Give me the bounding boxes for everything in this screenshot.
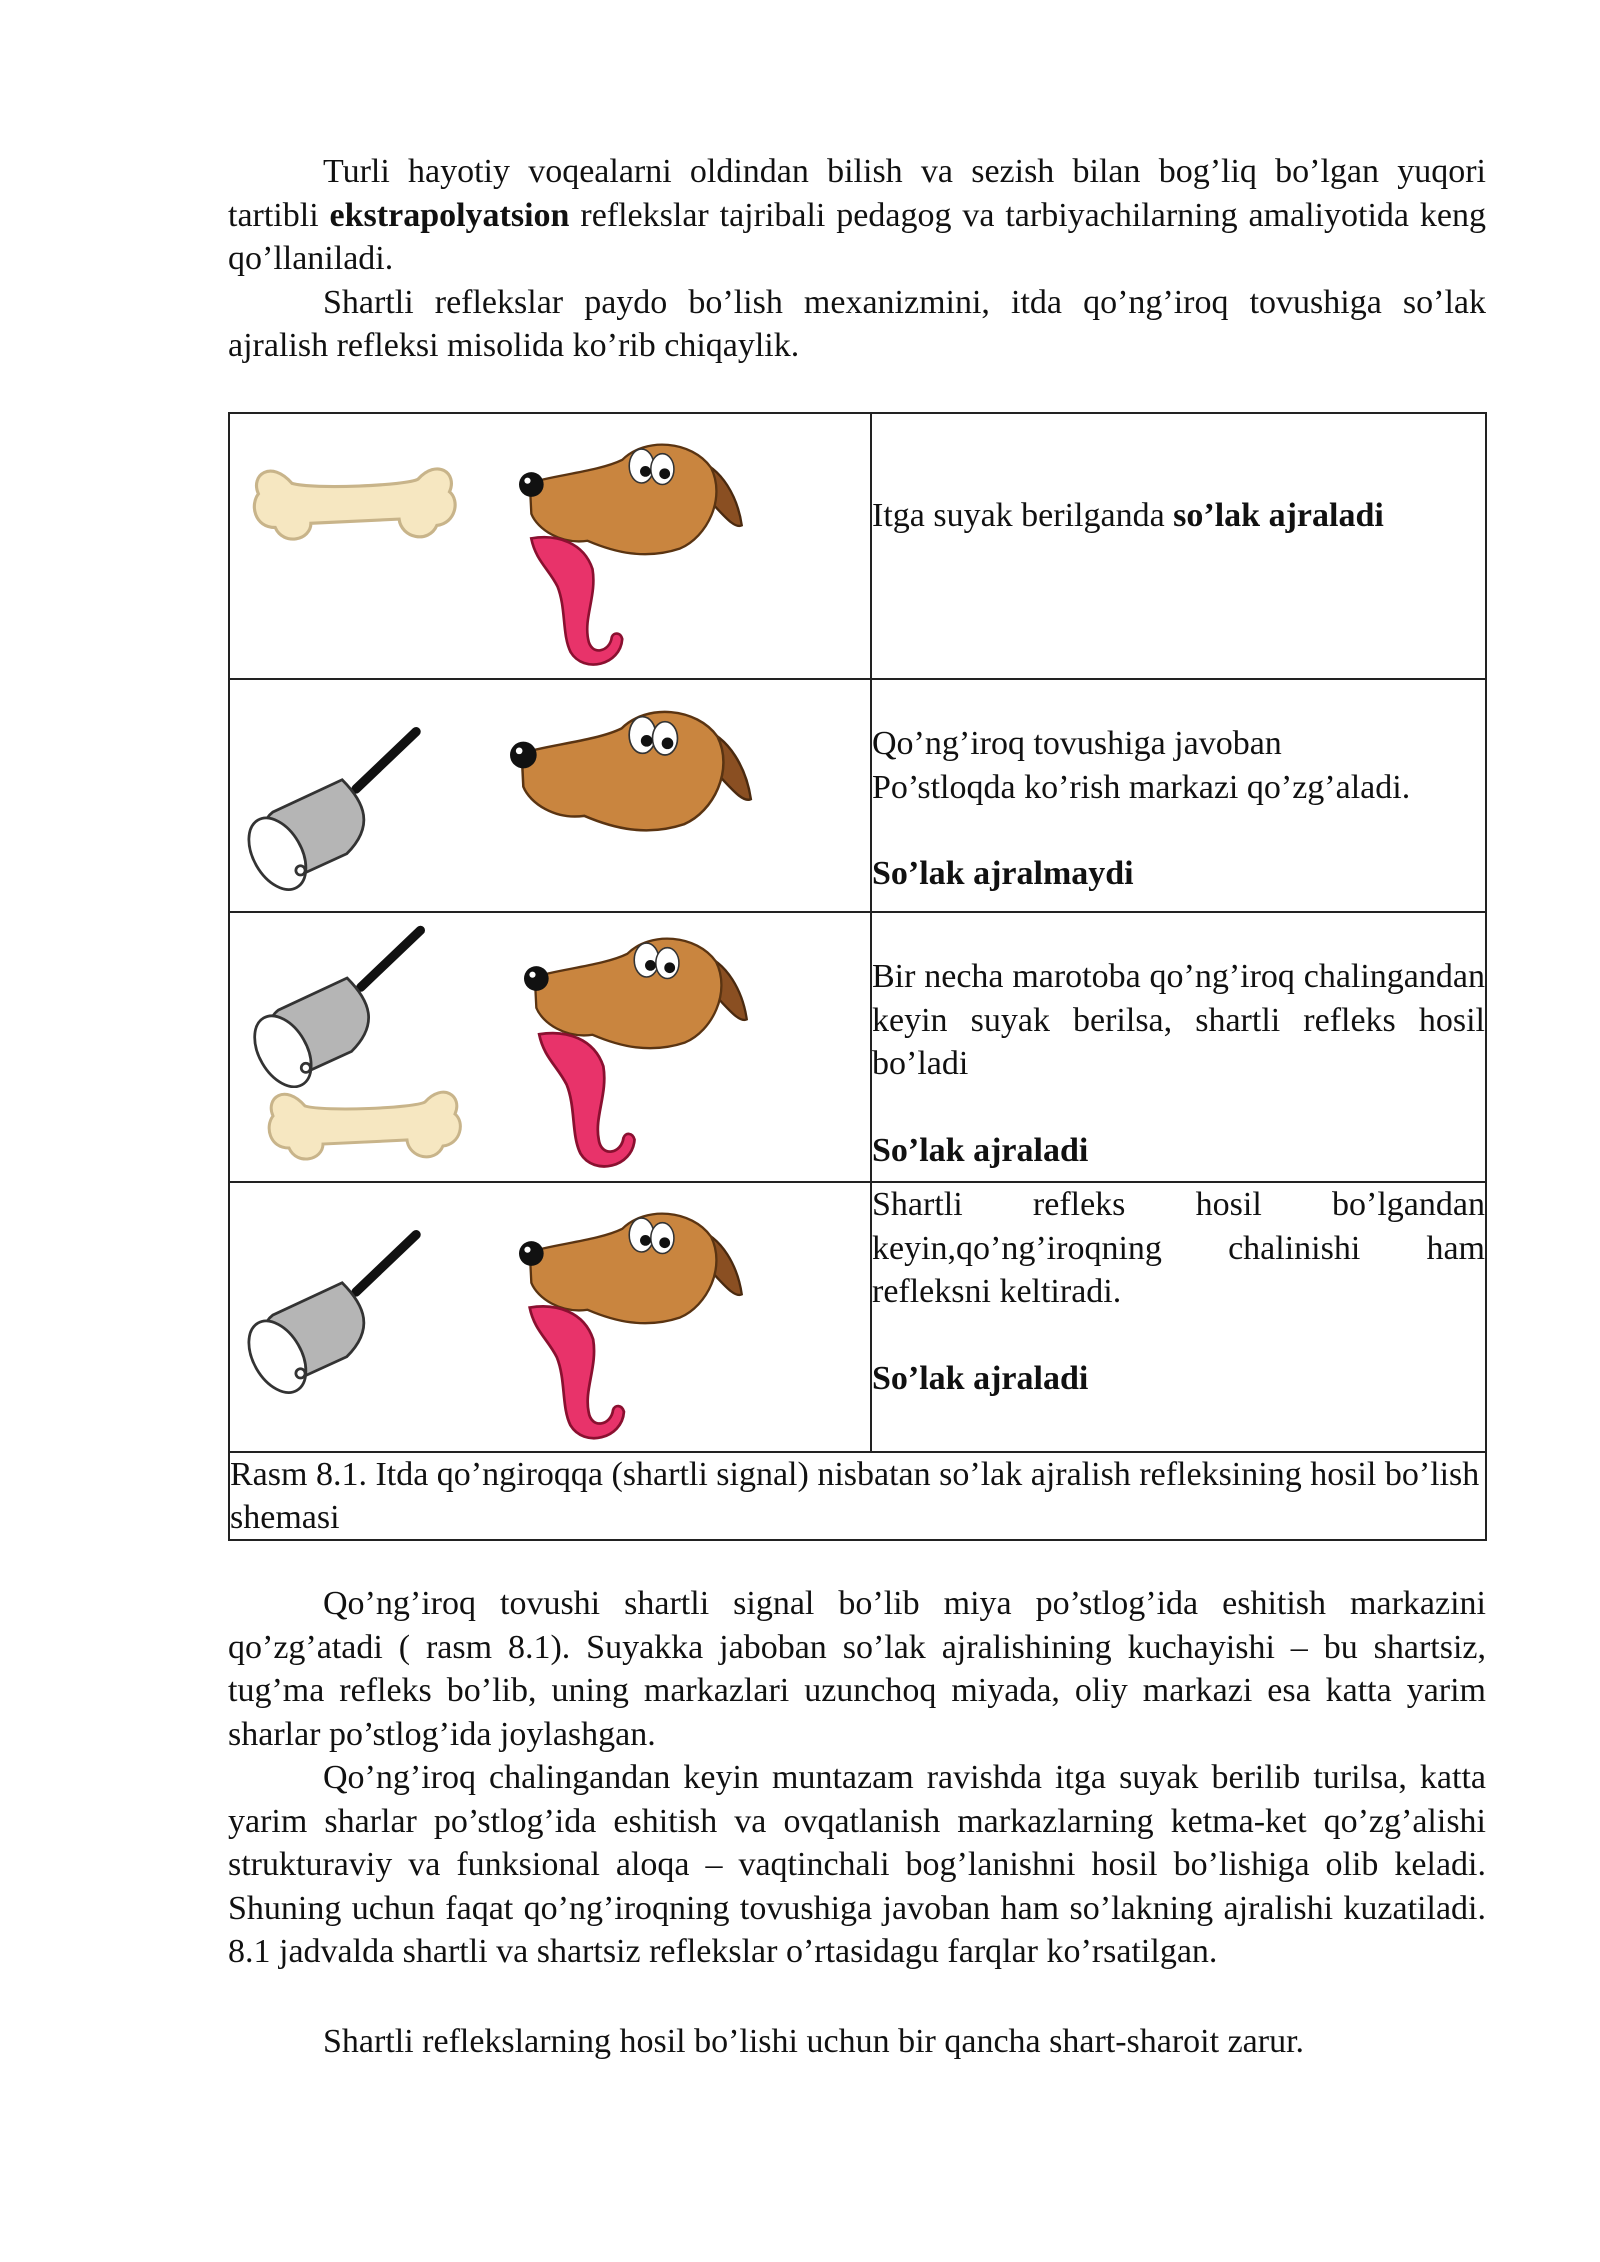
dog-salivating-icon xyxy=(524,939,747,1049)
tongue-icon xyxy=(539,1033,634,1166)
figure-row-2-text xyxy=(871,679,1486,912)
figure-row-3-picture xyxy=(229,912,871,1182)
paragraph-1-text-b: reflekslar tajribali pedagog va tarbiyachilarning amaliyotida keng qo’llaniladi. xyxy=(228,196,1486,277)
row-2-line-1: Qo’ng’iroq tovushiga javoban xyxy=(872,725,1282,762)
paragraph-1-text-a: Turli hayotiy voqealarni oldindan bilish va sezish bilan bog’liq bo’lgan yuqori tartibli xyxy=(228,153,1486,234)
row-3-label: Bir necha marotoba qo’ng’iroq chalingandan keyin suyak berilsa, shartli refleks hosil bo’ladi xyxy=(872,958,1485,1082)
figure-table xyxy=(228,412,1487,1541)
figure-caption: Rasm 8.1. Itda qo’ngiroqqa (shartli signal) nisbatan so’lak ajralish refleksining hosil bo’lish shemasi xyxy=(229,1452,1486,1540)
body-text-final xyxy=(228,2020,1486,2064)
body-text xyxy=(228,1582,1486,1974)
tongue-icon xyxy=(531,537,622,664)
paragraph-5: Shartli reflekslarning hosil bo’lishi uchun bir qancha shart-sharoit zarur. xyxy=(323,2023,1305,2060)
bone-icon xyxy=(254,469,455,539)
paragraph-1 xyxy=(228,150,1486,281)
paragraph-4: Qo’ng’iroq chalingandan keyin muntazam ravishda itga suyak berilib turilsa, katta yarim sharlar po’stlog’ida eshitish va ovqatlanish markazlarning ketma-ket qo’zg’alishi strukturaviy va funksional aloqa – vaqtinchali bog’lanishni hosil bo’lishiga olib keladi. Shuning uchun faqat qo’ng’iroqning tovushiga javoban ham so’lakning ajralishi kuzatiladi. 8.1 jadvalda shartli va shartsiz reflekslar o’rtasidagu farqlar ko’rsatilgan. xyxy=(228,1759,1486,1970)
row-2-line-2: Po’stloqda ko’rish markazi qo’zg’aladi. xyxy=(872,768,1411,806)
row-3-spacer xyxy=(872,1086,1485,1129)
row-4-illustration xyxy=(230,1183,870,1453)
row-2-spacer xyxy=(872,809,1485,852)
row-4-bold: So’lak ajraladi xyxy=(872,1359,1089,1397)
bell-icon xyxy=(237,1235,416,1403)
row-1-illustration xyxy=(230,414,870,680)
paragraph-1-bold: ekstrapolyatsion xyxy=(329,196,570,234)
bell-icon xyxy=(243,930,420,1096)
row-1-label: Itga suyak berilganda xyxy=(872,497,1174,534)
row-4-label: Shartli refleks hosil bo’lgandan keyin,qo’ng’iroqning chalinishi ham refleksni keltiradi. xyxy=(872,1186,1485,1310)
row-3-bold: So’lak ajraladi xyxy=(872,1131,1089,1169)
figure-row-1-text xyxy=(871,413,1486,679)
figure-row-3 xyxy=(229,912,1486,1182)
figure-row-4-text xyxy=(871,1182,1486,1452)
row-1-bold: so’lak ajraladi xyxy=(1173,497,1384,534)
paragraph-2: Shartli reflekslar paydo bo’lish mexanizmini, itda qo’ng’iroq tovushiga so’lak ajralish refleksi misolida ko’rib chiqaylik. xyxy=(228,283,1486,364)
figure-caption-row xyxy=(229,1452,1486,1540)
figure-row-4-picture xyxy=(229,1182,871,1452)
row-3-illustration xyxy=(230,913,870,1183)
figure-row-2-picture xyxy=(229,679,871,912)
intro-text xyxy=(228,150,1486,368)
row-4-spacer xyxy=(872,1314,1485,1357)
figure-row-3-text xyxy=(871,912,1486,1182)
bone-icon xyxy=(269,1092,460,1159)
row-2-bold: So’lak ajralmaydi xyxy=(872,855,1134,892)
paragraph-3: Qo’ng’iroq tovushi shartli signal bo’lib miya po’stlog’ida eshitish markazini qo’zg’atadi ( rasm 8.1). Suyakka jaboban so’lak ajralishining kuchayishi – bu shartsiz, tug’ma refleks bo’lib, uning markazlari uzunchoq miyada, oliy markazi esa katta yarim sharlar po’stlog’ida joylashgan. xyxy=(228,1585,1486,1753)
bell-icon xyxy=(237,732,416,900)
figure-row-2 xyxy=(229,679,1486,912)
tongue-icon xyxy=(530,1306,624,1438)
figure-row-4 xyxy=(229,1182,1486,1452)
figure-row-1 xyxy=(229,413,1486,679)
row-2-illustration xyxy=(230,680,870,913)
dog-icon xyxy=(510,712,751,830)
figure-row-1-picture xyxy=(229,413,871,679)
